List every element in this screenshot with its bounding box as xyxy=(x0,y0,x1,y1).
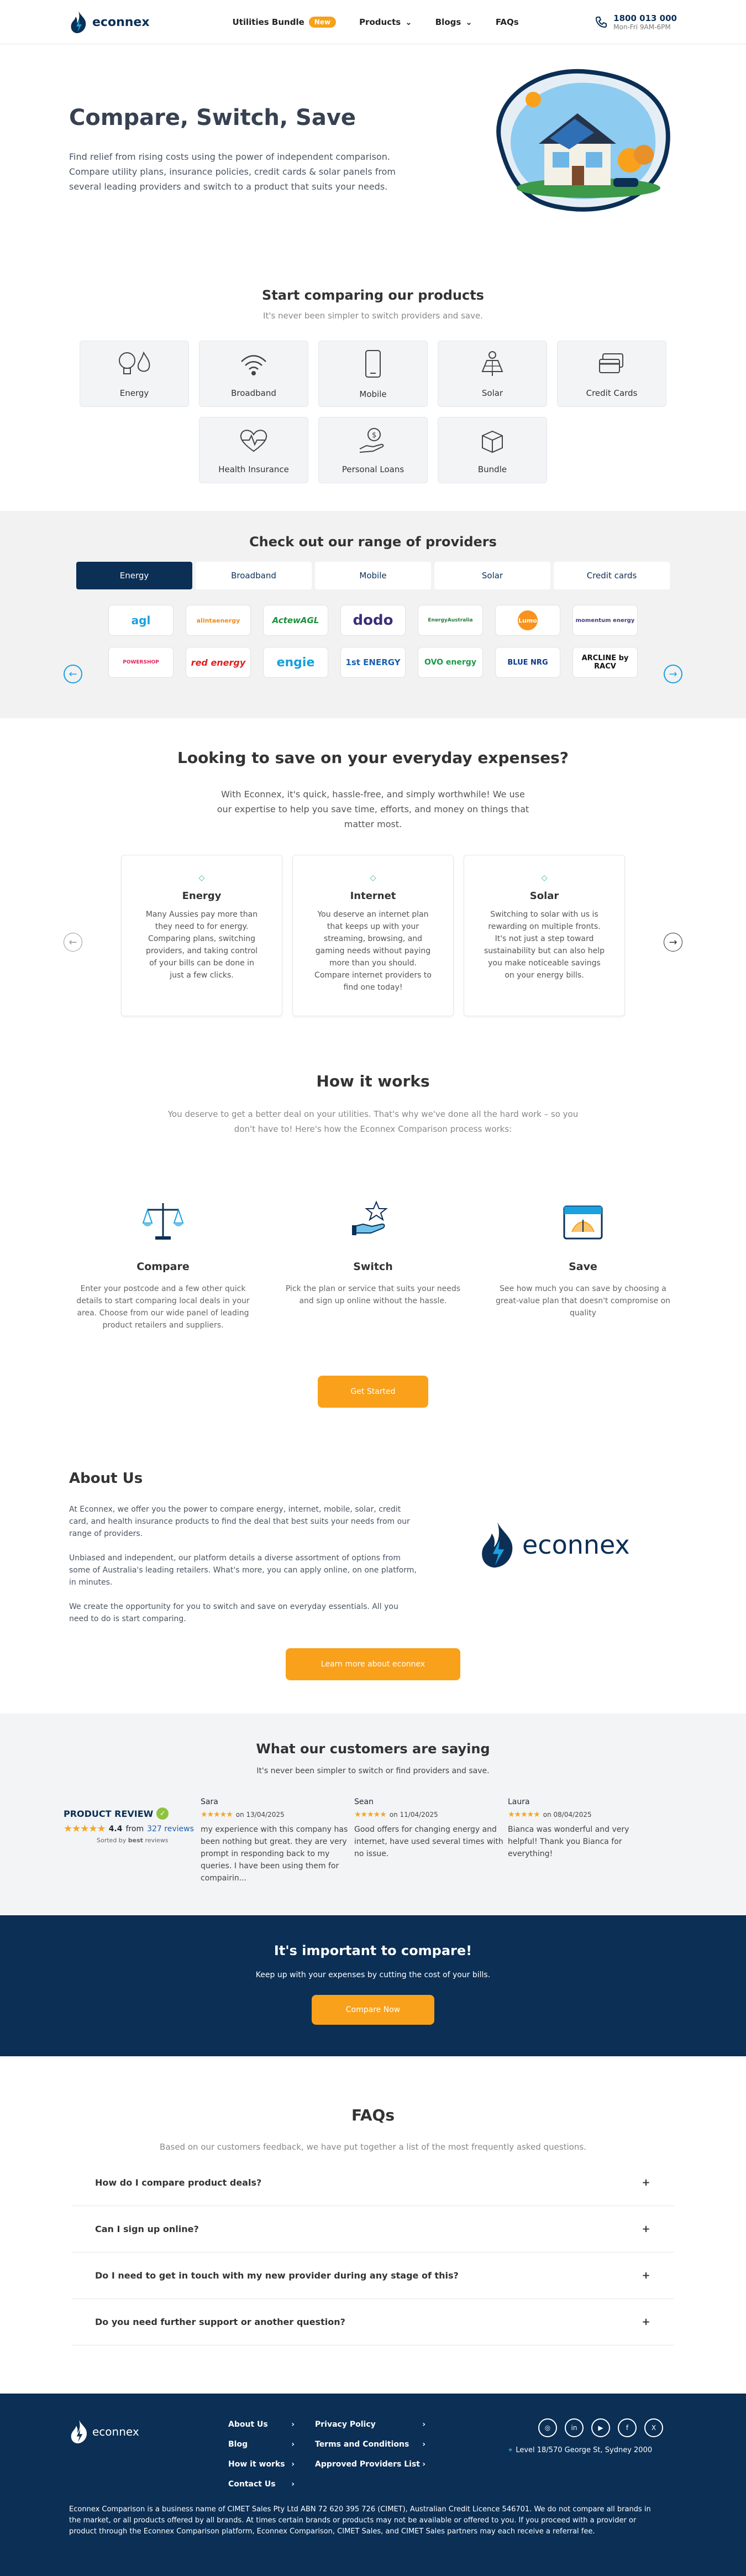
footer-links-col1 xyxy=(228,2415,295,2494)
arrow-left-icon: ← xyxy=(69,936,77,948)
footer-link[interactable] xyxy=(315,2415,425,2434)
provider-logo-lumo[interactable] xyxy=(495,605,560,636)
flame-logo-icon xyxy=(478,1509,517,1581)
chevron-down-icon: ⌄ xyxy=(465,17,472,27)
reviews-title: What our customers are saying xyxy=(256,1741,490,1757)
footer-link[interactable] xyxy=(228,2474,295,2494)
energy-icon xyxy=(115,349,154,378)
nav-label: FAQs xyxy=(495,17,519,27)
provider-logo[interactable]: alintaenergy xyxy=(186,605,251,636)
provider-logo[interactable]: dodo xyxy=(340,605,406,636)
rating-stars-icon: ★★★★★ xyxy=(354,1810,386,1819)
step-text: Pick the plan or service that suits your needs and sign up online without the hassle. xyxy=(285,1284,461,1305)
nav-label: Utilities Bundle xyxy=(232,17,304,27)
product-grid xyxy=(69,341,677,407)
rating-stars-icon: ★★★★★ xyxy=(508,1810,540,1819)
diamond-icon: ◇ xyxy=(541,874,548,882)
mobile-phone-icon xyxy=(359,348,387,379)
tab-solar[interactable]: Solar xyxy=(434,562,550,589)
youtube-icon[interactable]: ▶ xyxy=(591,2418,610,2437)
how-subtitle: You deserve to get a better deal on your utilities. That's why we've done all the hard work – so you don't have to! Here's how the Econnex Comparison process works: xyxy=(167,1109,579,1134)
badge-from: from xyxy=(125,1824,144,1833)
carousel-next-button[interactable] xyxy=(664,665,682,683)
reviews-subtitle: It's never been simpler to switch or find providers and save. xyxy=(256,1767,490,1775)
feature-title: Internet xyxy=(350,890,396,902)
tab-broadband[interactable]: Broadband xyxy=(196,562,312,589)
feature-text: You deserve an internet plan that keeps up with your streaming, browsing, and gaming needs without paying more than you should. Compare internet providers to find one today! xyxy=(314,910,432,992)
plus-icon: + xyxy=(642,2270,650,2281)
feature-title: Solar xyxy=(529,890,559,902)
x-twitter-icon[interactable]: X xyxy=(644,2418,663,2437)
products-subtitle: It's never been simpler to switch providers and save. xyxy=(263,311,483,321)
diamond-icon: ◇ xyxy=(370,874,376,882)
learn-more-button[interactable]: Learn more about econnex xyxy=(286,1648,460,1680)
hand-star-icon xyxy=(351,1199,395,1243)
how-it-works-section xyxy=(69,1072,677,1470)
how-title: How it works xyxy=(316,1072,430,1090)
footer-links-col2 xyxy=(315,2415,425,2474)
address-text: Level 18/570 George St, Sydney 2000 xyxy=(516,2446,653,2454)
chevron-right-icon: › xyxy=(291,2440,295,2449)
provider-logo[interactable]: EnergyAustralia xyxy=(418,605,483,636)
solar-panel-icon xyxy=(476,349,509,378)
cta-banner xyxy=(0,1915,746,2056)
about-button-row xyxy=(69,1648,677,1680)
plus-icon: + xyxy=(642,2316,650,2328)
reviewer-name: Sara xyxy=(201,1798,218,1806)
arrow-right-icon: → xyxy=(669,936,677,948)
footer-logo[interactable] xyxy=(69,2418,139,2445)
phone-number: 1800 013 000 xyxy=(613,13,677,23)
provider-logo[interactable]: BLUE NRG xyxy=(495,647,560,678)
review-date: on 13/04/2025 xyxy=(235,1811,285,1819)
step-save xyxy=(495,1199,671,1331)
faq-question: How do I compare product deals? xyxy=(95,2177,262,2188)
linkedin-icon[interactable]: in xyxy=(565,2418,584,2437)
step-title: Save xyxy=(569,1261,597,1273)
instagram-icon[interactable]: ◎ xyxy=(538,2418,557,2437)
faq-list xyxy=(72,2160,674,2345)
steps xyxy=(69,1199,677,1331)
provider-logo[interactable]: ActewAGL xyxy=(263,605,328,636)
hero-section xyxy=(69,44,677,227)
faq-subtitle: Based on our customers feedback, we have put together a list of the most frequently asked questions. xyxy=(160,2142,586,2152)
nav-blogs[interactable] xyxy=(435,17,472,27)
step-text: Enter your postcode and a few other quick details to start comparing local deals in your area. Choose from our wide panel of leading product retailers and suppliers. xyxy=(76,1284,250,1330)
rating-stars-icon: ★★★★★ xyxy=(201,1810,233,1819)
footer-link[interactable] xyxy=(315,2454,425,2474)
footer-link[interactable] xyxy=(315,2434,425,2454)
faq-question: Do you need further support or another question? xyxy=(95,2317,345,2327)
feature-card-internet xyxy=(292,855,454,1016)
faq-question: Do I need to get in touch with my new provider during any stage of this? xyxy=(95,2270,459,2281)
provider-logo[interactable]: POWERSHOP xyxy=(108,647,174,678)
feature-cards xyxy=(69,855,677,1016)
chevron-right-icon: › xyxy=(291,2420,295,2429)
nav-label: Products xyxy=(359,17,401,27)
chevron-right-icon: › xyxy=(291,2460,295,2469)
facebook-icon[interactable]: f xyxy=(618,2418,637,2437)
badge-count[interactable]: 327 reviews xyxy=(147,1824,194,1833)
flame-logo-icon xyxy=(69,10,88,34)
about-paragraph: We create the opportunity for you to switch and save on everyday essentials. All you need to do is start comparing. xyxy=(69,1602,398,1623)
product-label: Bundle xyxy=(477,464,507,474)
step-title: Compare xyxy=(136,1261,190,1273)
product-card-credit-cards[interactable] xyxy=(557,341,666,407)
house-solar-illustration xyxy=(478,61,677,216)
product-card-personal-loans[interactable] xyxy=(318,417,428,483)
feature-next-button[interactable] xyxy=(664,933,682,952)
link-label: Privacy Policy xyxy=(315,2420,376,2429)
footer-brand: econnex xyxy=(92,2425,139,2438)
reviews-section xyxy=(0,1713,746,1915)
provider-logo[interactable]: 1st ENERGY xyxy=(340,647,406,678)
econnex-logo[interactable] xyxy=(69,10,150,34)
faq-item[interactable] xyxy=(72,2299,674,2345)
footer-link[interactable] xyxy=(228,2434,295,2454)
reviewer-name: Sean xyxy=(354,1798,374,1806)
lumo-mark: Lumo xyxy=(518,610,538,630)
step-text: See how much you can save by choosing a great-value plan that doesn't compromise on quality xyxy=(495,1284,671,1318)
about-title: About Us xyxy=(69,1470,143,1487)
footer-disclaimer: Econnex Comparison is a business name of CIMET Sales Pty Ltd ABN 72 620 395 726 (CIMET), Australian Credit Licence 546701. We do not compare all brands in the market, or all products offered by all brands. At times certain brands or products may not be available or offered to you. If you proceed with a provider or product through the Econnex Comparison platform, Econnex Comparison, CIMET Sales, and CIMET Sales partners may each receive a referral fee. xyxy=(69,2505,651,2536)
about-text xyxy=(69,1503,417,1637)
checkmark-icon: ✓ xyxy=(156,1807,169,1820)
provider-logo[interactable]: engie xyxy=(263,647,328,678)
product-card-health-insurance[interactable] xyxy=(199,417,308,483)
provider-logo[interactable]: ARCLINE by RACV xyxy=(572,647,638,678)
diamond-icon: ◇ xyxy=(198,874,205,882)
compare-now-button[interactable]: Compare Now xyxy=(312,1995,434,2025)
feature-text: Many Aussies pay more than they need to for energy. Comparing plans, switching providers, and taking control of your bills can be done in just a few clicks. xyxy=(145,910,258,980)
product-label: Personal Loans xyxy=(342,464,404,474)
review-card xyxy=(354,1798,503,1884)
product-card-broadband[interactable] xyxy=(199,341,308,407)
money-hand-icon xyxy=(356,426,390,454)
chevron-right-icon: › xyxy=(422,2460,425,2469)
reviewer-name: Laura xyxy=(508,1798,530,1806)
footer-address xyxy=(508,2446,652,2454)
product-card-energy[interactable] xyxy=(80,341,189,407)
nav-products[interactable] xyxy=(359,17,412,27)
faq-item[interactable] xyxy=(72,2206,674,2253)
credit-card-icon xyxy=(595,349,628,378)
cta-title: It's important to compare! xyxy=(274,1943,472,1958)
review-date: on 08/04/2025 xyxy=(543,1811,592,1819)
carousel-prev-button[interactable] xyxy=(64,665,82,683)
flame-logo-icon xyxy=(69,2418,89,2445)
phone-contact[interactable] xyxy=(595,13,677,31)
new-badge: New xyxy=(309,17,336,28)
heart-pulse-icon xyxy=(237,426,270,454)
review-card xyxy=(508,1798,657,1884)
plus-icon: + xyxy=(642,2177,650,2188)
badge-sort-tail: reviews xyxy=(145,1837,169,1844)
social-links xyxy=(538,2418,663,2437)
about-paragraph: Unbiased and independent, our platform details a diverse assortment of options from some of Australia's leading retailers. What's more, you can apply online, on one platform, in minutes. xyxy=(69,1554,417,1587)
providers-section xyxy=(0,511,746,718)
products-title: Start comparing our products xyxy=(262,288,484,303)
review-text: Good offers for changing energy and internet, have used several times with no issue. xyxy=(354,1825,503,1858)
review-card xyxy=(201,1798,350,1884)
brand-name: econnex xyxy=(92,15,150,29)
box-bundle-icon xyxy=(476,426,509,454)
product-label: Credit Cards xyxy=(586,388,638,398)
feature-prev-button[interactable] xyxy=(64,933,82,952)
chevron-down-icon: ⌄ xyxy=(405,17,412,27)
faq-item[interactable] xyxy=(72,2160,674,2206)
faq-question: Can I sign up online? xyxy=(95,2224,199,2234)
step-title: Switch xyxy=(353,1261,393,1273)
chevron-right-icon: › xyxy=(291,2480,295,2489)
badge-title: PRODUCT REVIEW xyxy=(64,1808,154,1819)
product-card-mobile[interactable] xyxy=(318,341,428,407)
provider-tabs xyxy=(69,562,677,589)
provider-logo[interactable]: momentum energy xyxy=(572,605,638,636)
provider-logo[interactable]: OVO energy xyxy=(418,647,483,678)
faq-item[interactable] xyxy=(72,2253,674,2299)
step-compare xyxy=(75,1199,251,1331)
product-card-solar[interactable] xyxy=(438,341,547,407)
nav-faqs[interactable] xyxy=(496,17,519,27)
link-label: Approved Providers List xyxy=(315,2460,420,2469)
provider-logo[interactable]: red energy xyxy=(186,647,251,678)
review-text: my experience with this company has been nothing but great. they are very prompt in responding back to my queries. I have been using them for compairin... xyxy=(201,1825,348,1883)
product-label: Health Insurance xyxy=(218,464,289,474)
product-label: Mobile xyxy=(359,389,387,399)
badge-sorted: Sorted by xyxy=(97,1837,127,1844)
review-text: Bianca was wonderful and very helpful! Thank you Bianca for everything! xyxy=(508,1825,629,1858)
about-paragraph: At Econnex, we offer you the power to compare energy, internet, mobile, solar, credit card, and health insurance products to find the deal that best suits your needs from our range of providers. xyxy=(69,1505,410,1538)
providers-title: Check out our range of providers xyxy=(249,534,497,550)
phone-hours: Mon-Fri 9AM-6PM xyxy=(613,23,671,31)
svg-text:$: $ xyxy=(372,431,377,440)
feature-title: Energy xyxy=(182,890,222,902)
link-label: How it works xyxy=(228,2460,285,2469)
chevron-right-icon: › xyxy=(422,2420,425,2429)
feature-card-solar xyxy=(464,855,625,1016)
site-footer xyxy=(0,2394,746,2576)
save-section xyxy=(69,718,677,1072)
hero-title: Compare, Switch, Save xyxy=(69,105,356,130)
link-label: Blog xyxy=(228,2440,248,2449)
rating-stars-icon: ★★★★★ xyxy=(64,1823,106,1835)
footer-link[interactable] xyxy=(228,2415,295,2434)
footer-link[interactable] xyxy=(228,2454,295,2474)
arrow-left-icon: ← xyxy=(69,668,77,680)
cta-text: Keep up with your expenses by cutting the cost of your bills. xyxy=(255,1971,491,1979)
phone-icon xyxy=(595,15,608,29)
chevron-right-icon: › xyxy=(422,2440,425,2449)
nav-label: Blogs xyxy=(435,17,461,27)
calendar-savings-icon xyxy=(561,1199,605,1243)
faq-section xyxy=(69,2056,677,2394)
about-logo xyxy=(478,1509,677,1581)
hero-text: Find relief from rising costs using the power of independent comparison. Compare utility plans, insurance policies, credit cards & solar panels from several leading providers and switch to a product that suits your needs. xyxy=(69,151,396,192)
link-label: Terms and Conditions xyxy=(315,2440,409,2449)
product-review-badge[interactable] xyxy=(64,1798,196,1884)
wifi-icon xyxy=(237,349,270,378)
location-pin-icon: ⌖ xyxy=(508,2446,513,2454)
about-logo-text: econnex xyxy=(522,1530,630,1560)
scales-icon xyxy=(141,1199,185,1243)
link-label: About Us xyxy=(228,2420,268,2429)
badge-sort-by: best xyxy=(128,1837,143,1844)
faq-title: FAQs xyxy=(351,2106,395,2124)
product-card-bundle[interactable] xyxy=(438,417,547,483)
about-section xyxy=(69,1470,677,1713)
product-label: Energy xyxy=(119,388,149,398)
provider-logo[interactable]: agl xyxy=(108,605,174,636)
product-label: Solar xyxy=(481,388,503,398)
tab-credit-cards[interactable]: Credit cards xyxy=(554,562,670,589)
arrow-right-icon: → xyxy=(669,668,677,680)
step-switch xyxy=(285,1199,461,1331)
feature-text: Switching to solar with us is rewarding on multiple fronts. It's not just a step toward sustainability but can also help you make noticeable savings on your energy bills. xyxy=(484,910,605,980)
provider-logo-grid xyxy=(69,605,677,678)
reviews-grid xyxy=(64,1798,677,1884)
feature-card-energy xyxy=(121,855,282,1016)
products-section xyxy=(69,227,677,483)
get-started-button[interactable]: Get Started xyxy=(318,1376,428,1408)
link-label: Contact Us xyxy=(228,2480,276,2489)
nav-utilities-bundle[interactable] xyxy=(233,17,337,28)
main-nav xyxy=(233,17,519,28)
plus-icon: + xyxy=(642,2223,650,2235)
tab-mobile[interactable]: Mobile xyxy=(315,562,431,589)
save-intro: With Econnex, it's quick, hassle-free, and simply worthwhile! We use our expertise to help you save time, efforts, and money on things that matter most. xyxy=(217,789,529,829)
site-header xyxy=(0,0,746,44)
review-date: on 11/04/2025 xyxy=(389,1811,438,1819)
product-grid-row2 xyxy=(69,417,677,483)
badge-rating: 4.4 xyxy=(108,1824,123,1833)
product-label: Broadband xyxy=(231,388,276,398)
tab-energy[interactable]: Energy xyxy=(76,562,192,589)
save-title: Looking to save on your everyday expenses? xyxy=(177,749,569,767)
